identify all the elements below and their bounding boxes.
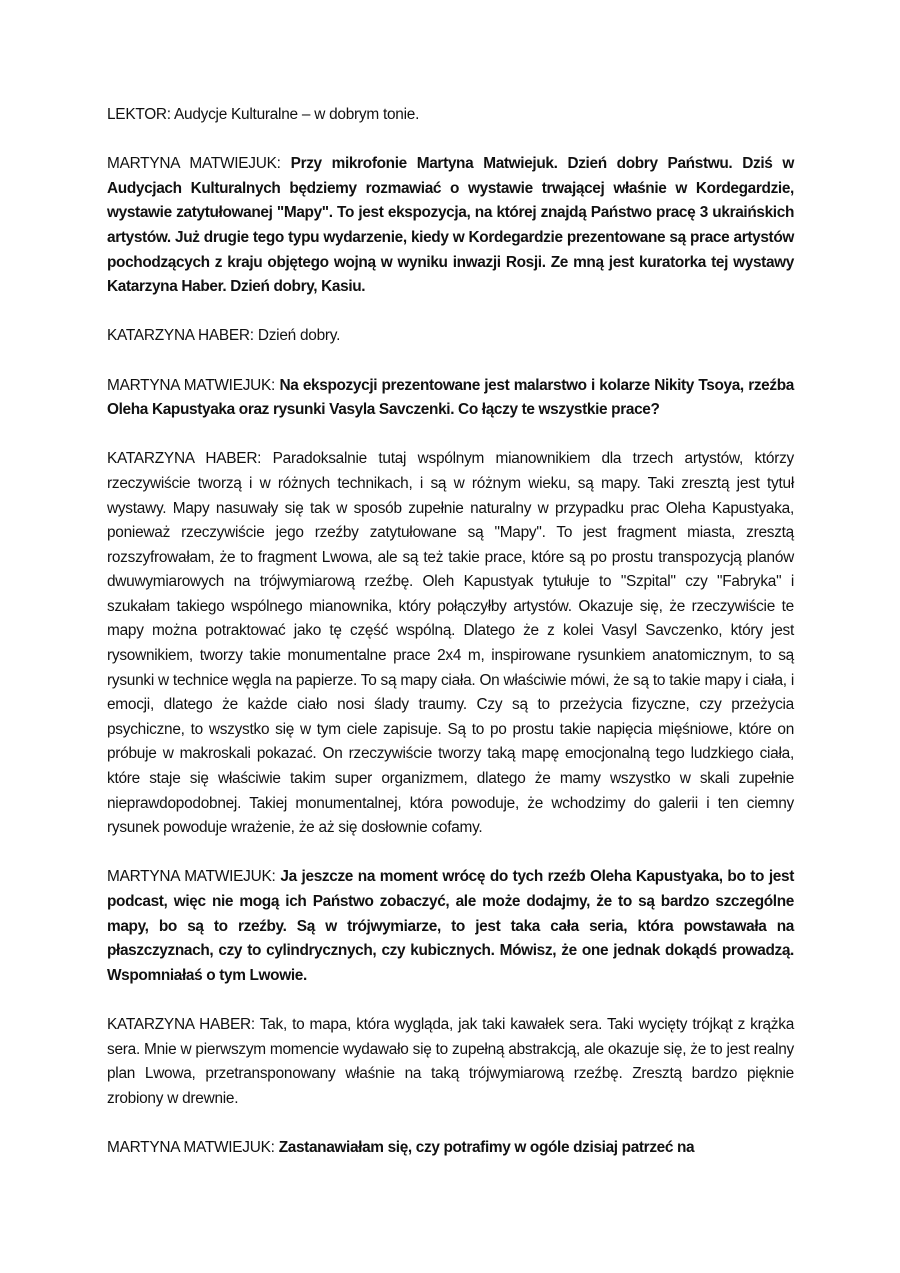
speech-text: Zastanawiałam się, czy potrafimy w ogóle dzisiaj patrzeć na <box>278 1138 695 1156</box>
transcript-page <box>107 103 794 1185</box>
speaker-label: MARTYNA MATWIEJUK: <box>107 868 276 886</box>
speaker-label: MARTYNA MATWIEJUK: <box>107 155 281 173</box>
transcript-paragraph-host <box>107 152 794 300</box>
transcript-paragraph-host <box>107 374 794 423</box>
transcript-paragraph-guest <box>107 1013 794 1111</box>
speaker-label: LEKTOR: <box>107 106 171 123</box>
speech-text: Na ekspozycji prezentowane jest malarstwo i kolarze Nikity Tsoya, rzeźba Oleha Kapustyaka oraz rysunki Vasyla Savczenki. Co łączy te wszystkie prace? <box>107 376 794 419</box>
transcript-paragraph-lektor <box>107 103 794 128</box>
transcript-paragraph-host <box>107 865 794 988</box>
speech-text: Ja jeszcze na moment wrócę do tych rzeźb Oleha Kapustyaka, bo to jest podcast, więc nie mogą ich Państwo zobaczyć, ale może dodajmy, że to są bardzo szczególne mapy, bo są to rzeźby. Są w trójwymiarze, to jest taka cała seria, która powstawała na płaszczyznach, czy to cylindrycznych, czy kubicznych. Mówisz, że one jednak dokądś prowadzą. Wspomniałaś o tym Lwowie. <box>107 868 794 984</box>
transcript-paragraph-guest <box>107 324 794 349</box>
speaker-label: KATARZYNA HABER: <box>107 450 262 468</box>
speech-text: Audycje Kulturalne – w dobrym tonie. <box>174 106 420 123</box>
speaker-label: MARTYNA MATWIEJUK: <box>107 1138 275 1156</box>
speech-text: Tak, to mapa, która wygląda, jak taki kawałek sera. Taki wycięty trójkąt z krążka sera. Mnie w pierwszym momencie wydawało się to zupełną abstrakcją, ale okazuje się, że to jest realny plan Lwowa, przetransponowany właśnie na taką trójwymiarową rzeźbę. Zresztą bardzo pięknie zrobiony w drewnie. <box>107 1015 794 1107</box>
speech-text: Przy mikrofonie Martyna Matwiejuk. Dzień dobry Państwu. Dziś w Audycjach Kulturalnych będziemy rozmawiać o wystawie trwającej właśnie w Kordegardzie, wystawie zatytułowanej "Mapy". To jest ekspozycja, na której znajdą Państwo pracę 3 ukraińskich artystów. Już drugie tego typu wydarzenie, kiedy w Kordegardzie prezentowane są prace artystów pochodzących z kraju objętego wojną w wyniku inwazji Rosji. Ze mną jest kuratorka tej wystawy Katarzyna Haber. Dzień dobry, Kasiu. <box>107 155 794 296</box>
speaker-label: KATARZYNA HABER: <box>107 327 254 345</box>
speaker-label: MARTYNA MATWIEJUK: <box>107 376 276 394</box>
transcript-paragraph-host <box>107 1136 794 1161</box>
transcript-paragraph-guest <box>107 447 794 841</box>
speaker-label: KATARZYNA HABER: <box>107 1015 255 1033</box>
speech-text: Paradoksalnie tutaj wspólnym mianownikiem dla trzech artystów, którzy rzeczywiście tworzą i w różnych technikach, i są w różnym wieku, są mapy. Taki zresztą jest tytuł wystawy. Mapy nasuwały się tak w sposób zupełnie naturalny w przypadku prac Oleha Kapustyaka, ponieważ rzeczywiście jego rzeźby zatytułowane są "Mapy". To jest fragment miasta, zresztą rozszyfrowałam, że to fragment Lwowa, ale są też takie prace, które są po prostu transpozycją planów dwuwymiarowych na trójwymiarową rzeźbę. Oleh Kapustyak tytułuje to "Szpital" czy "Fabryka" i szukałam takiego wspólnego mianownika, który połączyłby artystów. Okazuje się, że rzeczywiście te mapy można potraktować jako tę część wspólną. Dlatego że z kolei Vasyl Savczenko, który jest rysownikiem, tworzy takie monumentalne prace 2x4 m, inspirowane rysunkiem anatomicznym, to są rysunki w technice węgla na papierze. To są mapy ciała. On właściwie mówi, że są to takie mapy i ciała, i emocji, dlatego że każde ciało nosi ślady traumy. Czy są to przeżycia fizyczne, czy przeżycia psychiczne, to wszystko się w tym ciele zapisuje. Są to po prostu takie napięcia mięśniowe, które on próbuje w makroskali pokazać. On rzeczywiście tworzy taką mapę emocjonalną tego ludzkiego ciała, które staje się właściwie takim super organizmem, dlatego że mamy wszystko w skali zupełnie nieprawdopodobnej. Takiej monumentalnej, która powoduje, że wchodzimy do galerii i ten ciemny rysunek powoduje wrażenie, że aż się dosłownie cofamy. <box>107 450 794 837</box>
speech-text: Dzień dobry. <box>257 327 341 345</box>
